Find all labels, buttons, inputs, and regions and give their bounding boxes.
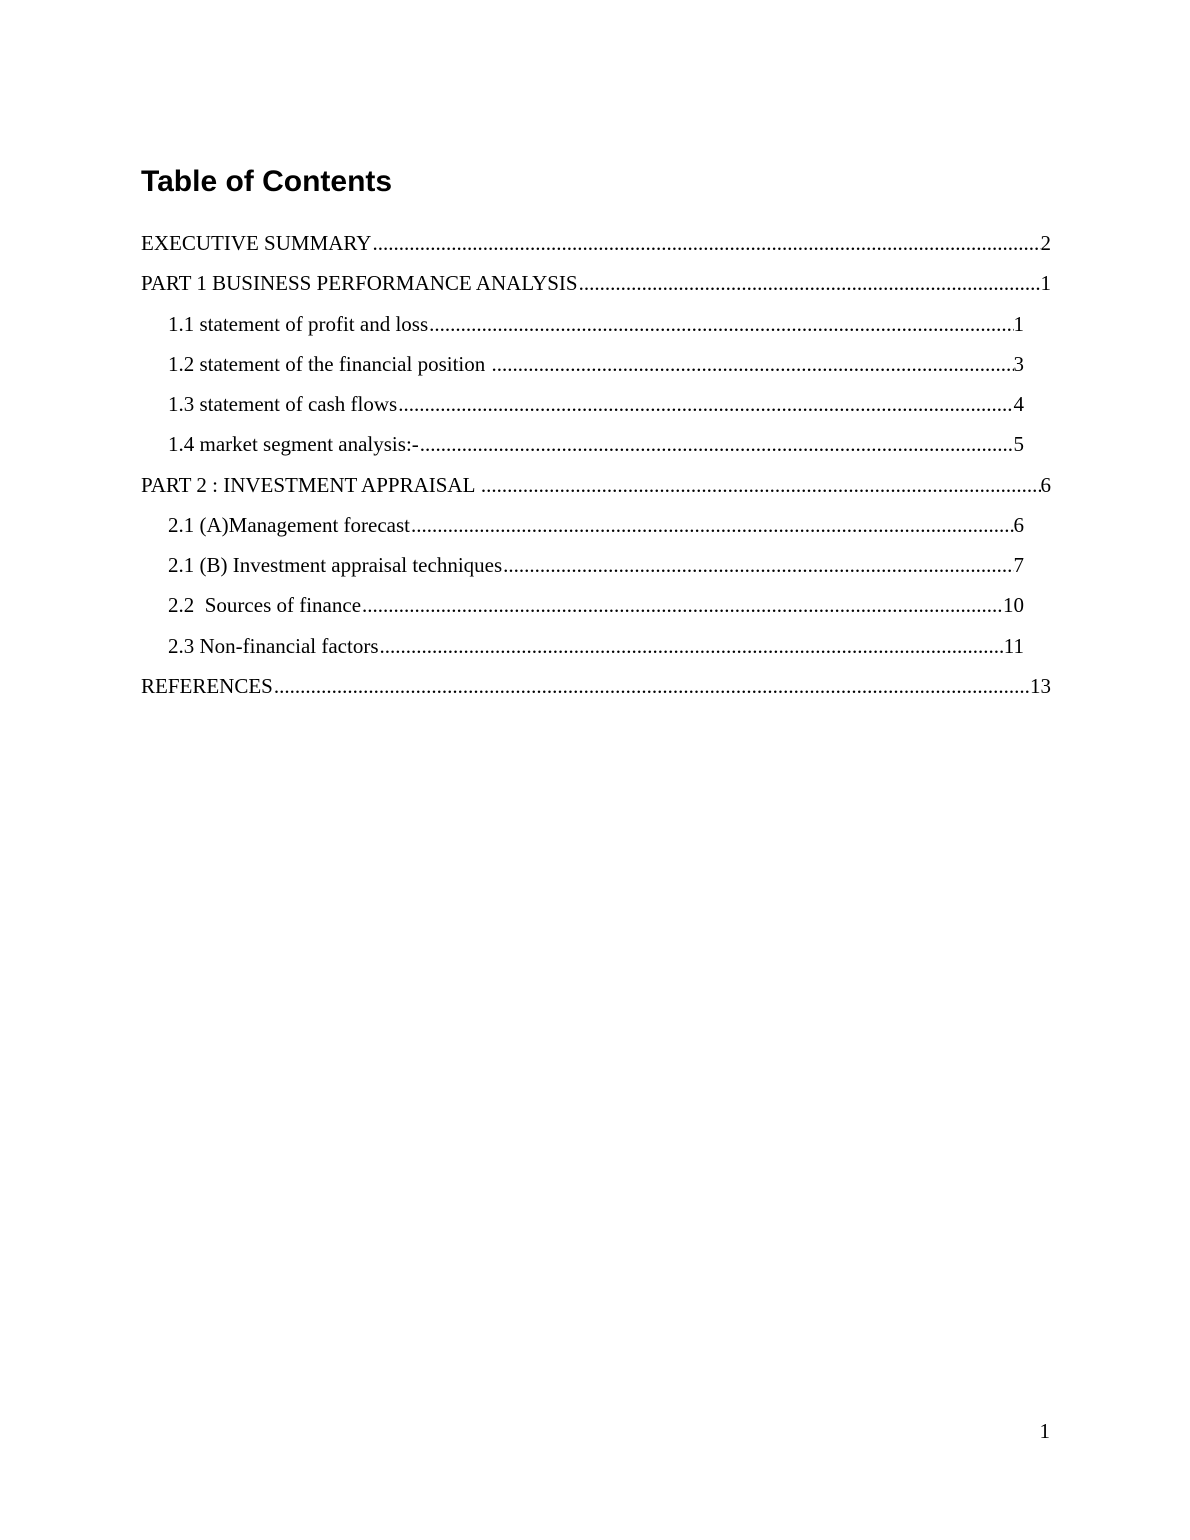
toc-entry-page-number: 1 (1040, 271, 1051, 295)
toc-entry-label: PART 1 BUSINESS PERFORMANCE ANALYSIS (141, 271, 578, 295)
toc-entry-2-1-a[interactable] (168, 511, 1024, 539)
toc-entry-executive-summary[interactable] (141, 229, 1051, 257)
page-number: 1 (1039, 1419, 1050, 1443)
toc-entry-label: EXECUTIVE SUMMARY (141, 231, 372, 255)
dot-leader (578, 269, 1041, 297)
toc-entry-page-number: 13 (1030, 674, 1051, 698)
toc-title: Table of Contents (141, 165, 393, 198)
toc-entry-label: REFERENCES (141, 674, 273, 698)
dot-leader (491, 350, 1014, 378)
dot-leader (397, 390, 1013, 418)
toc-entry-label: 2.2 Sources of finance (168, 593, 362, 617)
toc-entry-page-number: 6 (1013, 513, 1024, 537)
toc-entry-label: PART 2 : INVESTMENT APPRAISAL (141, 473, 480, 497)
toc-entry-part-1[interactable] (141, 269, 1051, 297)
toc-entry-1-3[interactable] (168, 390, 1024, 418)
toc-entry-page-number: 1 (1013, 312, 1024, 336)
toc-entry-1-2[interactable] (168, 350, 1024, 378)
toc-entry-page-number: 5 (1013, 432, 1024, 456)
dot-leader (428, 310, 1013, 338)
toc-entry-2-2[interactable] (168, 591, 1024, 619)
toc-entry-page-number: 7 (1013, 553, 1024, 577)
dot-leader (410, 511, 1014, 539)
dot-leader (419, 430, 1014, 458)
toc-entry-references[interactable] (141, 672, 1051, 700)
toc-entry-part-2[interactable] (141, 471, 1051, 499)
toc-entry-label: 2.1 (A)Management forecast (168, 513, 410, 537)
toc-entry-page-number: 2 (1040, 231, 1051, 255)
toc-entry-label: 1.1 statement of profit and loss (168, 312, 429, 336)
dot-leader (379, 632, 1004, 660)
toc-entry-page-number: 3 (1013, 352, 1024, 376)
toc-entry-1-1[interactable] (168, 310, 1024, 338)
toc-entry-label: 2.3 Non-financial factors (168, 634, 379, 658)
toc-entry-label: 2.1 (B) Investment appraisal techniques (168, 553, 503, 577)
toc-entry-1-4[interactable] (168, 430, 1024, 458)
toc-entry-page-number: 11 (1003, 634, 1024, 658)
toc-entry-page-number: 4 (1013, 392, 1024, 416)
toc-entry-page-number: 10 (1003, 593, 1024, 617)
toc-entry-2-1-b[interactable] (168, 551, 1024, 579)
toc-entry-label: 1.4 market segment analysis:- (168, 432, 419, 456)
toc-entry-label: 1.3 statement of cash flows (168, 392, 398, 416)
toc-entry-2-3[interactable] (168, 632, 1024, 660)
toc-entry-page-number: 6 (1040, 473, 1051, 497)
dot-leader (371, 229, 1040, 257)
dot-leader (480, 471, 1041, 499)
dot-leader (273, 672, 1030, 700)
dot-leader (361, 591, 1003, 619)
dot-leader (502, 551, 1013, 579)
toc-entry-label: 1.2 statement of the financial position (168, 352, 491, 376)
